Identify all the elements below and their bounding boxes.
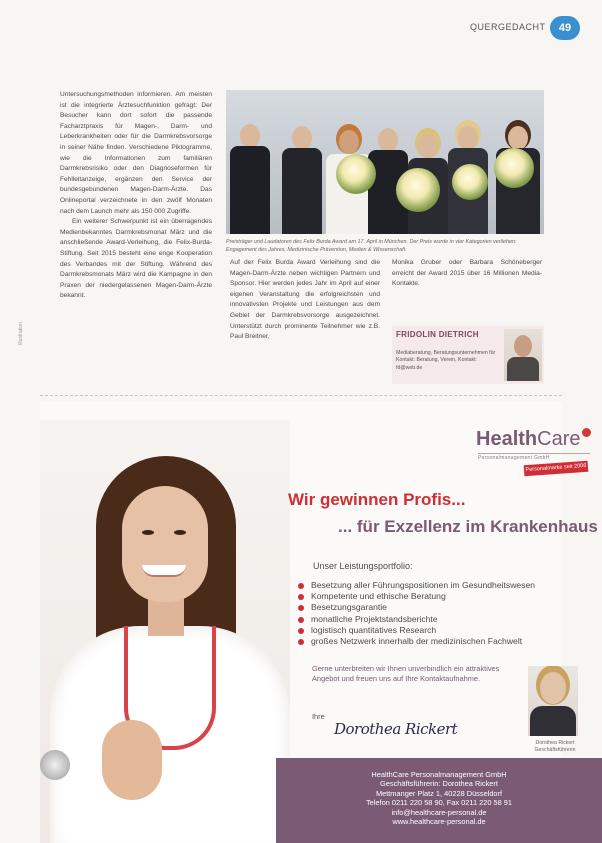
flower-bouquet (396, 168, 440, 212)
footer-email[interactable]: info@healthcare-personal.de (391, 807, 487, 817)
footer-company: HealthCare Personalmanagement GmbH (371, 770, 507, 779)
doctor-photo (40, 420, 290, 843)
ceo-portrait (528, 666, 578, 736)
portfolio-list (298, 580, 535, 647)
article-paragraph: Ein weiterer Schwerpunkt ist ein überragendes Medienbekanntes Darmkrebsmonat März und die anschließende Award-Verleihung, die Felix-Burda-Stiftung. Seit 2015 besteht eine enge Kooperation des Verbandes mit der Stiftung. Während des Darmkrebsmonats März wird die Kampagne in den Praxen der niedergelassenen Magen-Darm-Ärzte bekannt. (60, 218, 212, 300)
logo-subtitle: Personalmanagement GmbH (478, 453, 590, 461)
award-group-photo (226, 90, 544, 234)
footer-website[interactable]: www.healthcare-personal.de (392, 817, 486, 827)
closing-word: Ihre (312, 712, 325, 721)
flower-bouquet (494, 148, 534, 188)
author-bio-text: Mediaberatung, Beratungsunternehmen für Kontakt: Beratung, Verein, Kontakt: fd@web.de (396, 350, 496, 371)
footer-ceo: Geschäftsführerin: Dorothea Rickert (380, 779, 498, 789)
footer-phone: Telefon 0211 220 58 90, Fax 0211 220 58 91 (365, 798, 512, 808)
section-label: QUERGEDACHT (470, 22, 546, 32)
photo-caption: Preisträger und Laudatoren des Felix Burda Award am 17. April in München. Der Preis wurde in vier Kategorien verliehen: Engagement des Jahres, Medizinische Prävention, Medien & Wissenschaft. (226, 239, 517, 253)
logo-care: Care (537, 428, 581, 450)
list-item: monatliche Projektstandsberichte (298, 614, 535, 625)
page-number-badge: 49 (550, 16, 580, 40)
logo-dot-icon (582, 428, 591, 437)
list-item: logistisch quantitatives Research (298, 625, 535, 636)
ad-headline-1: Wir gewinnen Profis... (288, 490, 466, 509)
since-badge: Personalmarke seit 2006 (524, 461, 589, 476)
logo-health: Health (476, 428, 538, 450)
ad-footer-contact (276, 770, 602, 826)
author-name: FRIDOLIN DIETRICH (396, 330, 479, 339)
person-figure (282, 116, 322, 234)
ad-headline-2: ... für Exzellenz im Krankenhaus (338, 517, 598, 536)
list-item: Kompetente und ethische Beratung (298, 591, 535, 602)
footer-address: Mettmanger Platz 1, 40228 Düsseldorf (375, 788, 503, 798)
healthcare-logo (476, 428, 580, 451)
article-column-2 (230, 258, 380, 343)
article-paragraph: Auf der Felix Burda Award Verleihung sind die Magen-Darm-Ärzte neben wichtigen Partnern und Sponsor. Hier werden jedes Jahr im April auf einer eigenen Veranstaltung die erfolgreichsten und innovativsten Projekte und Leistungen aus dem Gebiet der Darmkrebsvorsorge ausgezeichnet. Unterstützt durch prominente Teilnehmer wie z.B. Paul Breitner, (230, 259, 380, 341)
flower-bouquet (336, 154, 376, 194)
author-bio-box (392, 326, 544, 384)
side-credit: Illustration (18, 322, 24, 345)
ceo-role: Geschäftsführerin (534, 746, 576, 753)
ceo-name: Dorothea Rickert (535, 740, 575, 746)
list-item: Besetzung aller Führungspositionen im Gesundheitswesen (298, 580, 535, 591)
article-paragraph: Untersuchungsmethoden informieren. Am meisten ist die integrierte Ärztesuchfunktion gefragt: Der Besucher kann dort sofort die passende Facharztpraxis für Magen-, Darm- und Leberkrankheiten oder für die Darmkrebsvorsorge in seiner Nähe finden. Verschiedene Piktogramme, wie die Informationen zum familiären Darmkrebsrisiko oder den Diagnoseformen für Fehlleitanzeige, ergänzen den Service der bundesgebundenen Magen-Darm-Ärzte. Das Onlineportal verzeichnete in den zwölf Monaten nach dem Launch mehr als 150 000 Zugriffe. (60, 91, 212, 215)
handwritten-signature: Dorothea Rickert (334, 720, 458, 738)
portfolio-title: Unser Leistungsportfolio: (313, 561, 413, 571)
list-item: Besetzungsgarantie (298, 602, 535, 613)
article-paragraph: Monika Gruber oder Barbara Schöneberger erreicht der Award 2015 über 16 Millionen Media-Kontakte. (392, 259, 542, 288)
article-column-3 (392, 258, 542, 290)
list-item: großes Netzwerk innerhalb der medizinischen Fachwelt (298, 636, 535, 647)
author-portrait (504, 329, 542, 381)
section-divider (40, 395, 562, 396)
flower-bouquet (452, 164, 488, 200)
contact-invitation: Gerne unterbreiten wir Ihnen unverbindlich ein attraktives Angebot und freuen uns auf Ihre Kontaktaufnahme. (312, 664, 500, 683)
article-column-1 (60, 90, 212, 302)
ceo-caption (520, 740, 590, 754)
person-figure (230, 114, 270, 234)
